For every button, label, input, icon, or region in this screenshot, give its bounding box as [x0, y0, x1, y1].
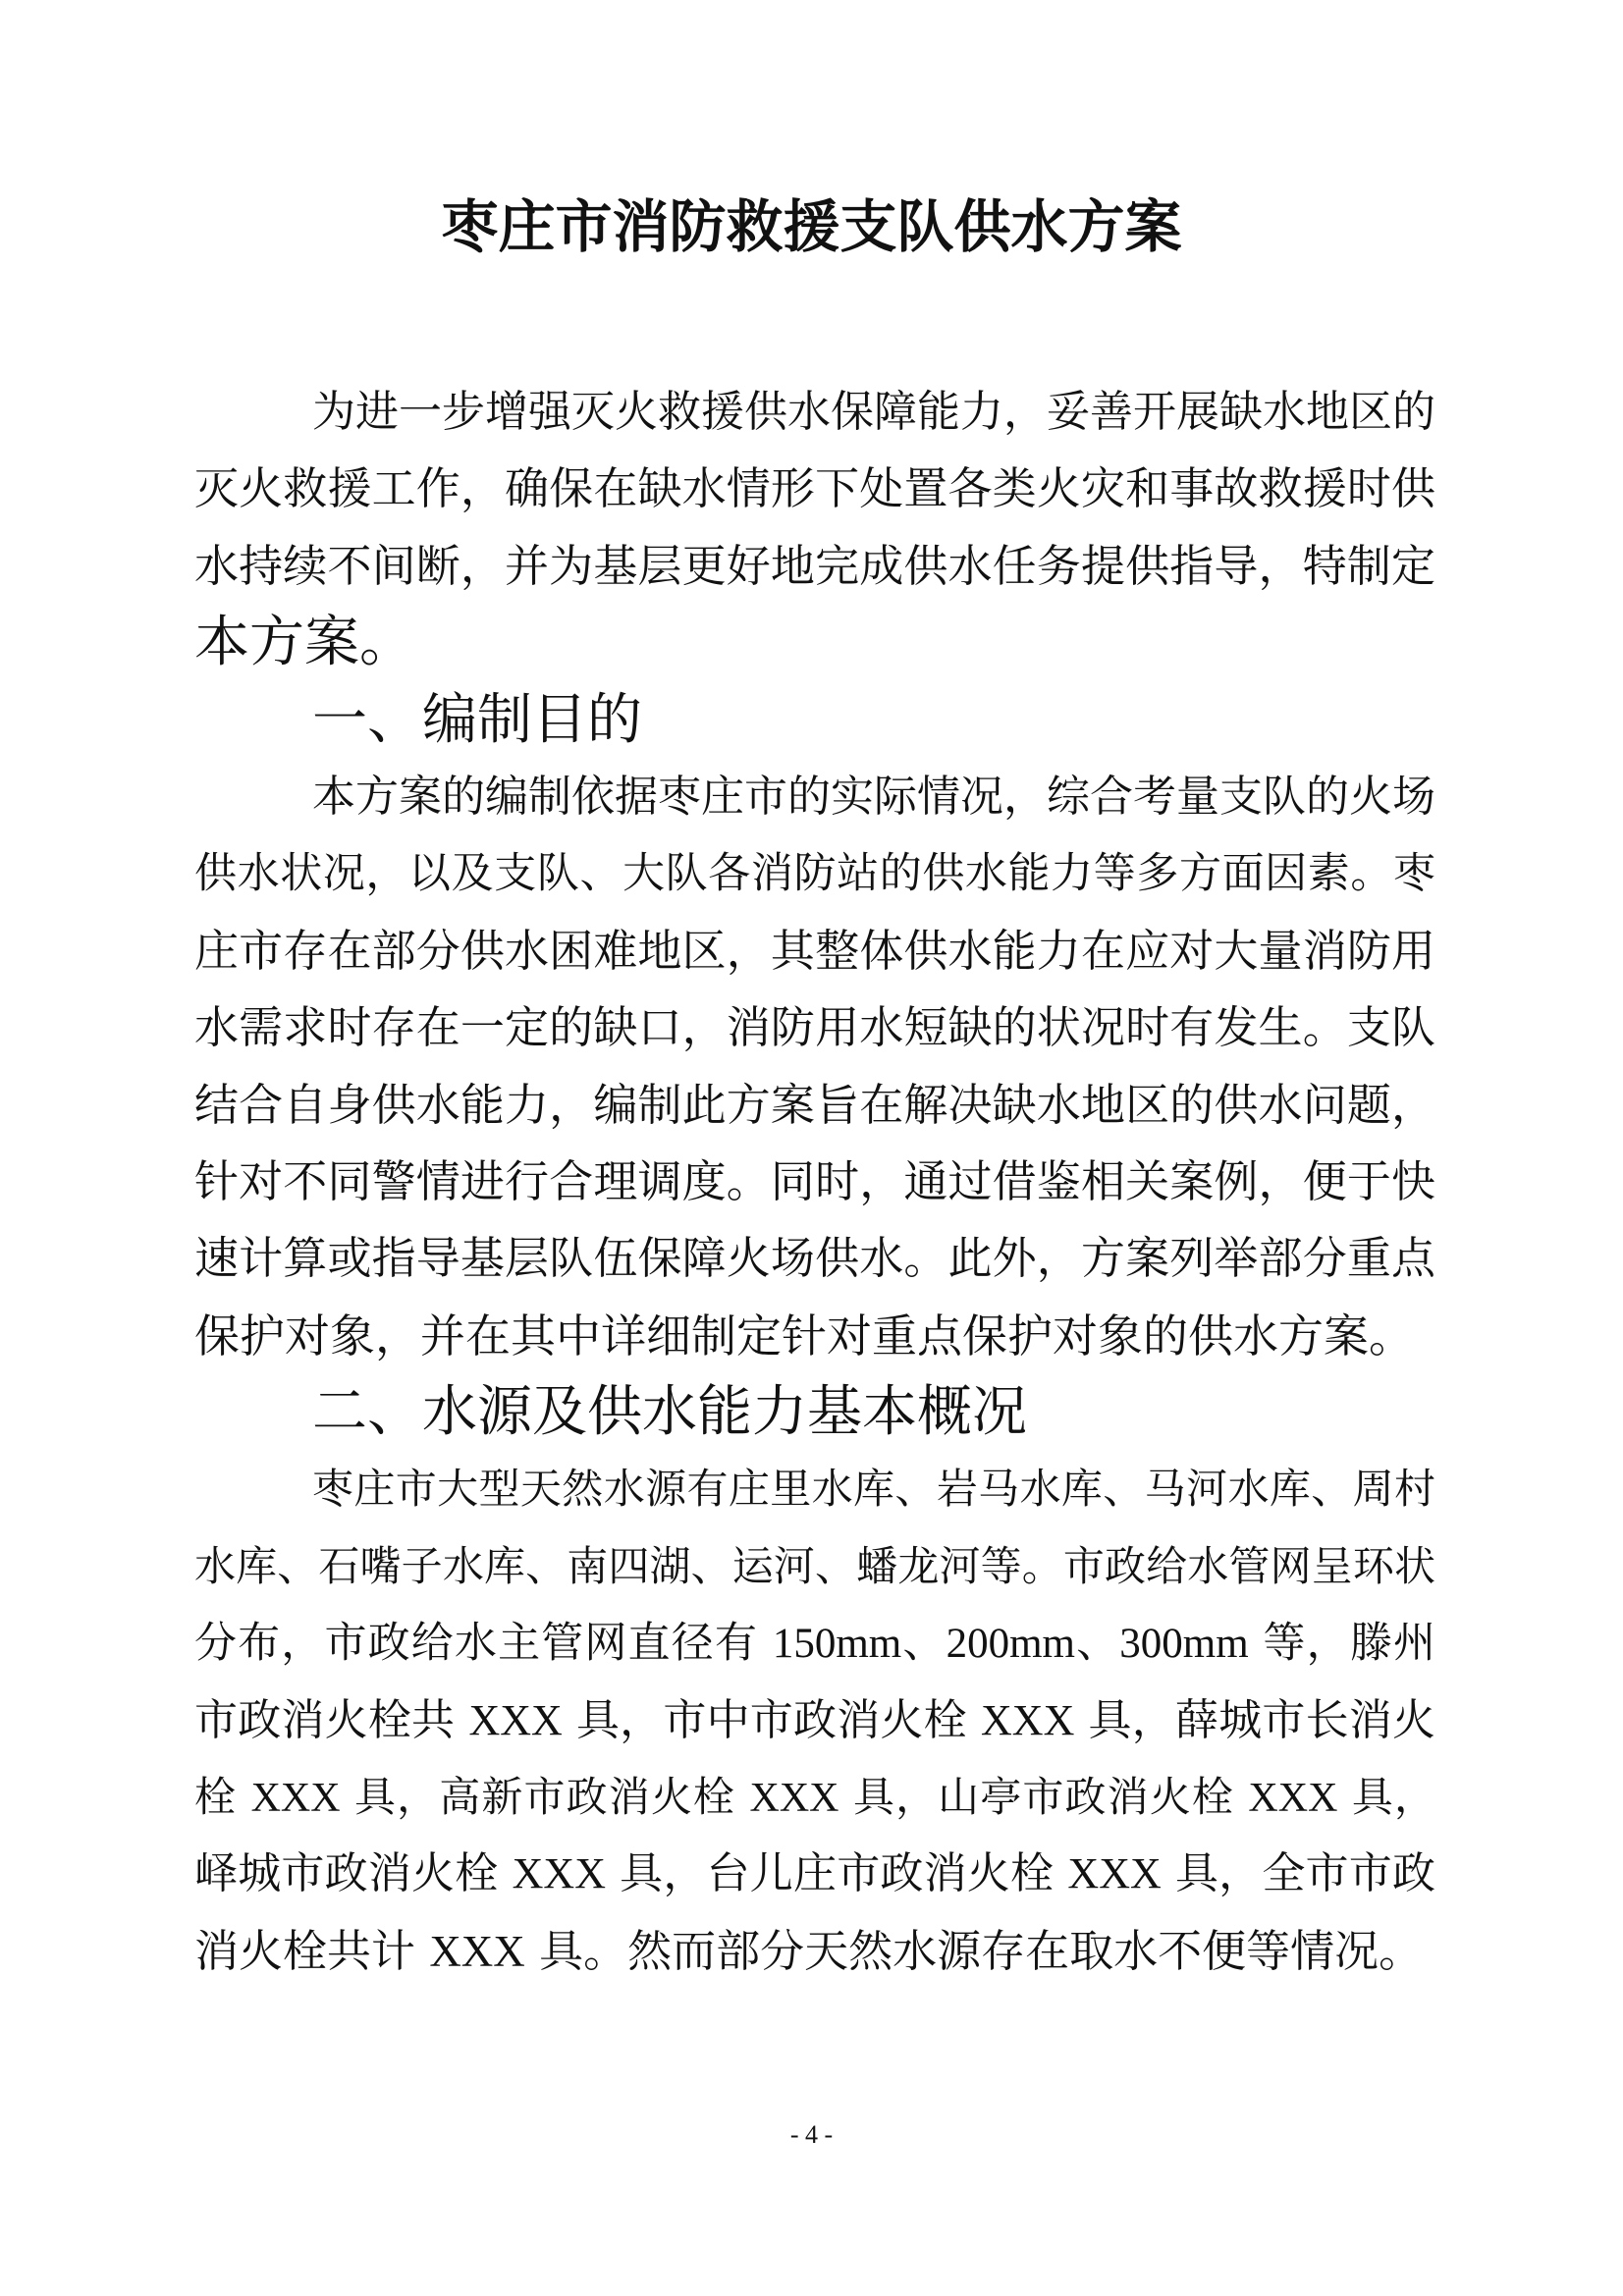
text-line: 速计算或指导基层队伍保障火场供水。此外，方案列举部分重点	[194, 1232, 1435, 1285]
text-line: 供水状况，以及支队、大队各消防站的供水能力等多方面因素。枣	[194, 849, 1435, 899]
text-line: 水库、石嘴子水库、南四湖、运河、蟠龙河等。市政给水管网呈环状	[194, 1541, 1435, 1590]
text-line: 庄市存在部分供水困难地区，其整体供水能力在应对大量消防用	[194, 924, 1435, 977]
page-number: - 4 -	[789, 2120, 834, 2149]
text-line: 峄城市政消火栓 XXX 具，台儿庄市政消火栓 XXX 具，全市市政	[194, 1848, 1435, 1899]
text-line: 为进一步增强灭火救援供水保障能力，妥善开展缺水地区的	[312, 387, 1435, 437]
text-line: 枣庄市大型天然水源有庄里水库、岩马水库、马河水库、周村	[312, 1465, 1435, 1514]
document-title: 枣庄市消防救援支队供水方案	[441, 193, 1182, 260]
text-line: 二、水源及供水能力基本概况	[312, 1380, 1027, 1445]
text-line: 结合自身供水能力，编制此方案旨在解决缺水地区的供水问题，	[194, 1078, 1435, 1131]
text-line: 本方案。	[194, 611, 414, 675]
document-body	[194, 374, 1435, 1990]
text-line: 消火栓共计 XXX 具。然而部分天然水源存在取水不便等情况。	[194, 1924, 1424, 1977]
text-line: 市政消火栓共 XXX 具，市中市政消火栓 XXX 具，薛城市长消火	[194, 1694, 1435, 1745]
text-line: 水持续不间断，并为基层更好地完成供水任务提供指导，特制定	[194, 539, 1435, 592]
text-line: 分布，市政给水主管网直径有 150mm、200mm、300mm 等，滕州	[194, 1619, 1435, 1669]
text-line: 本方案的编制依据枣庄市的实际情况，综合考量支队的火场	[312, 771, 1435, 822]
text-line: 灭火救援工作，确保在缺水情形下处置各类火灾和事故救援时供	[194, 462, 1435, 515]
text-line: 栓 XXX 具，高新市政消火栓 XXX 具，山亭市政消火栓 XXX 具，	[194, 1773, 1435, 1822]
text-line: 针对不同警情进行合理调度。同时，通过借鉴相关案例，便于快	[194, 1154, 1435, 1207]
text-line: 水需求时存在一定的缺口，消防用水短缺的状况时有发生。支队	[194, 1001, 1435, 1054]
text-line: 保护对象，并在其中详细制定针对重点保护对象的供水方案。	[194, 1308, 1414, 1362]
text-line: 一、编制目的	[312, 687, 642, 752]
